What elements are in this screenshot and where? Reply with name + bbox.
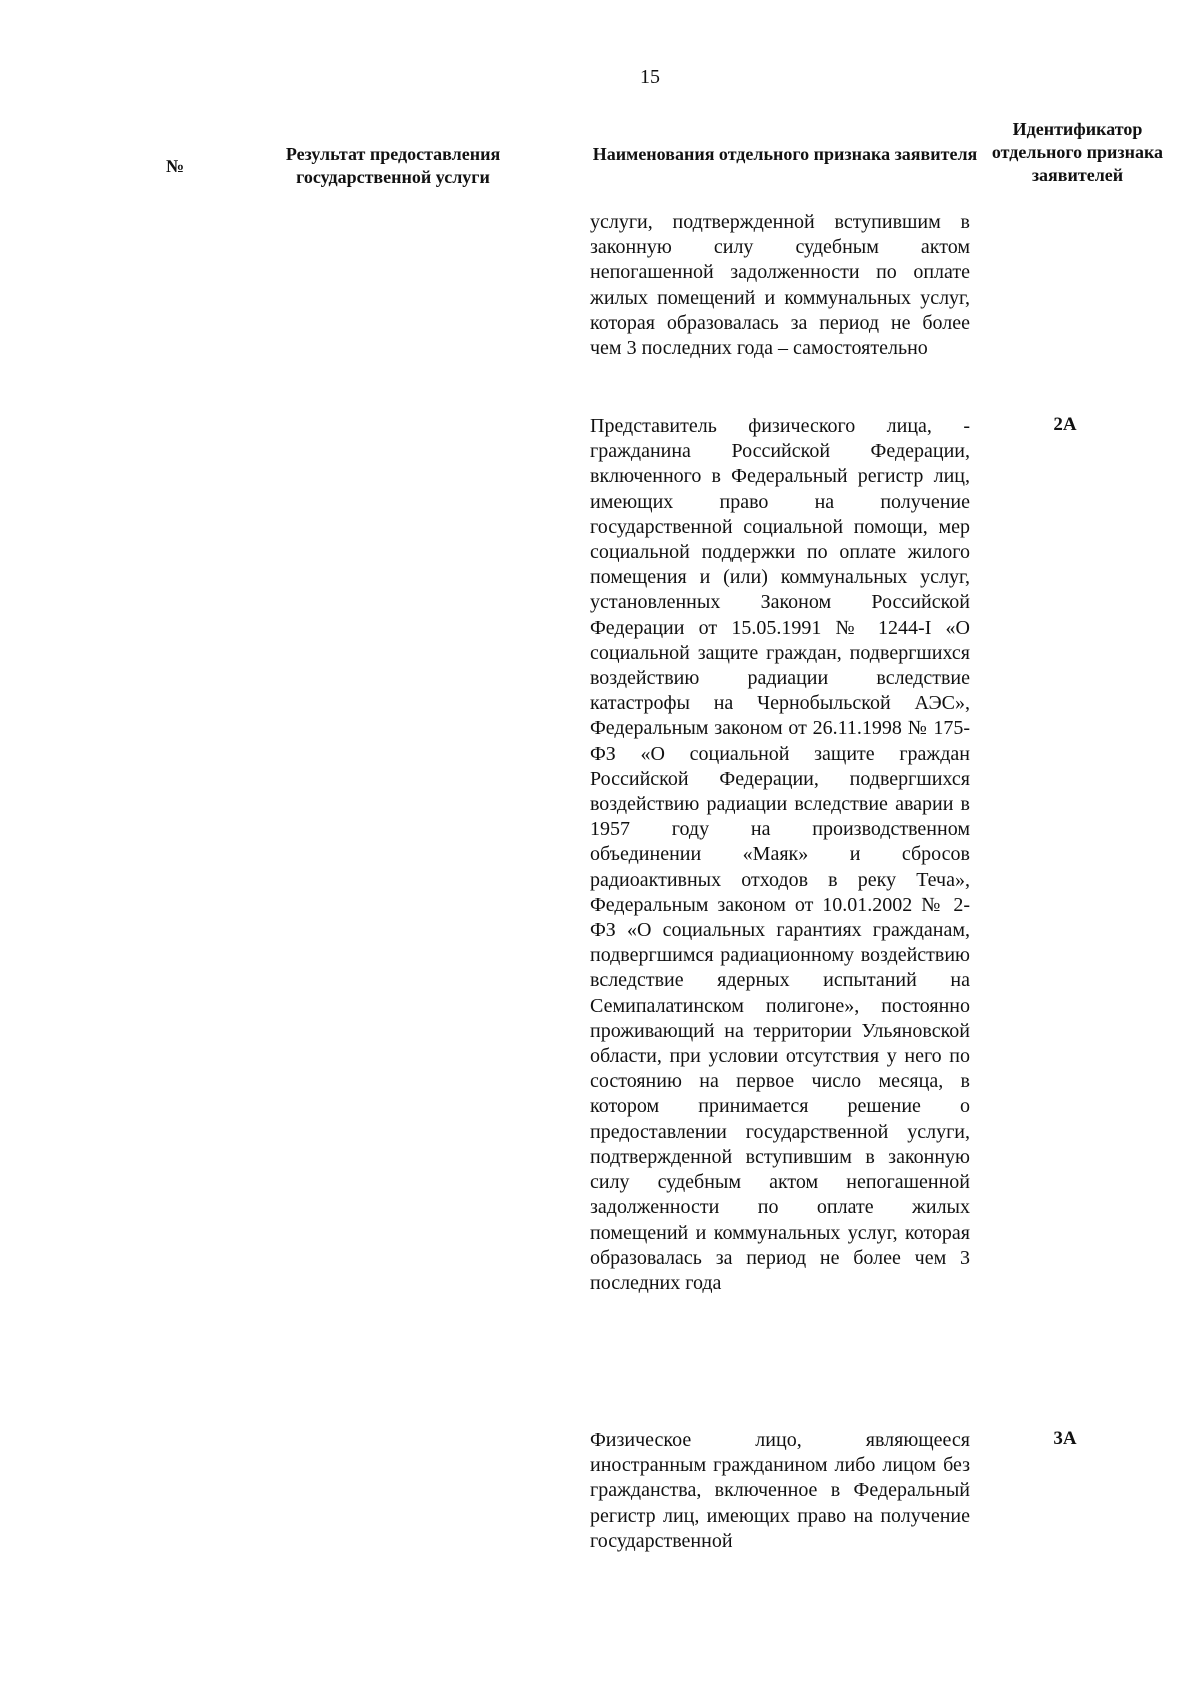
attribute-text: услуги, подтвержденной вступившим в законную силу судебным актом непогашенной задолженности по оплате жилых помещений и коммунальных услуг, которая образовалась за период не более чем 3 последних года – самостоятельно (590, 211, 970, 360)
attribute-text: Физическое лицо, являющееся иностранным гражданином либо лицом без гражданства, включенное в Федеральный регистр лиц, имеющих право на получение государственной (590, 1429, 970, 1552)
attribute-text-2a (590, 414, 970, 1296)
page-number: 15 (640, 66, 660, 88)
attribute-text: Представитель физического лица, - гражданина Российской Федерации, включенного в Федеральный регистр лиц, имеющих право на получение государственной социальной помощи, мер социальной поддержки по оплате жилого помещения и (или) коммунальных услуг, установленных Законом Российской Федерации от 15.05.1991 № 1244-I «О социальной защите граждан, подвергшихся воздействию радиации вследствие катастрофы на Чернобыльской АЭС», Федеральным законом от 26.11.1998 № 175-ФЗ «О социальной защите граждан Российской Федерации, подвергшихся воздействию радиации вследствие аварии в 1957 году на производственном объединении «Маяк» и сбросов радиоактивных отходов в реку Теча», Федеральным законом от 10.01.2002 № 2-ФЗ «О социальных гарантиях гражданам, подвергшимся радиационному воздействию вследствие ядерных испытаний на Семипалатинском полигоне», постоянно проживающий на территории Ульяновской области, при условии отсутствия у него по состоянию на первое число месяца, в котором принимается решение о предоставлении государственной услуги, подтвержденной вступившим в законную силу судебным актом непогашенной задолженности по оплате жилых помещений и коммунальных услуг, которая образовалась за период не более чем 3 последних года (590, 415, 970, 1294)
identifier-2a: 2А (1053, 414, 1077, 435)
header-attribute-name: Наименования отдельного признака заявителя (592, 144, 978, 164)
header-number: № (165, 156, 185, 176)
header-result: Результат предоставления государственной услуги (285, 144, 501, 187)
header-identifier: Идентификатор отдельного признака заявителей (991, 119, 1164, 185)
attribute-text-3a (590, 1428, 970, 1554)
attribute-text-continuation (590, 210, 970, 361)
identifier-3a: 3А (1053, 1428, 1077, 1449)
